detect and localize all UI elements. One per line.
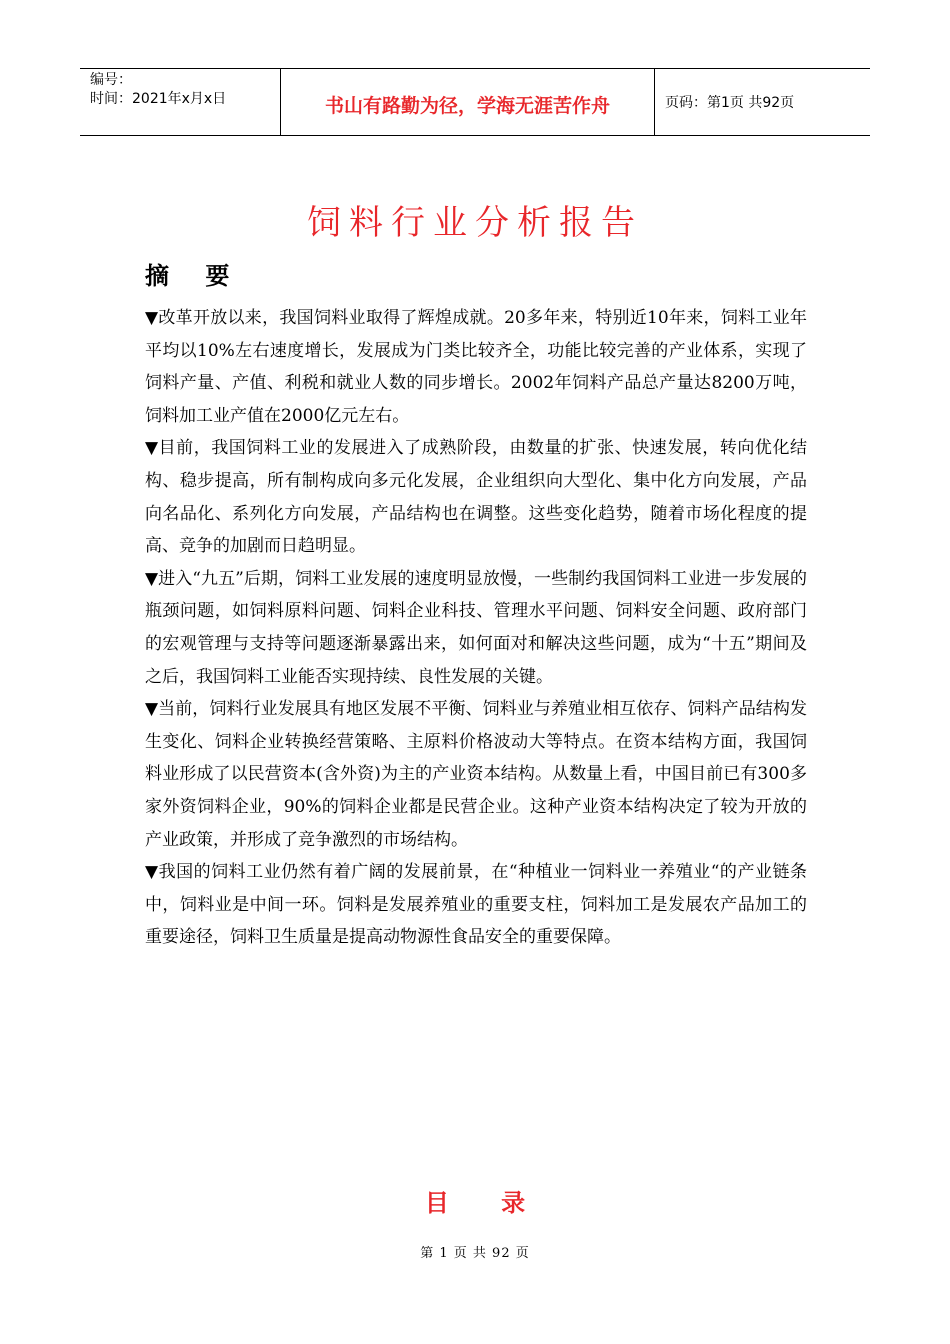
page-footer: 第 1 页 共 92 页 [420, 1246, 530, 1261]
header-page-cell [655, 69, 870, 135]
document-title: 饲料行业分析报告 [307, 203, 643, 243]
abstract-heading: 摘 要 [145, 262, 244, 290]
header-table [80, 68, 870, 136]
header-meta-cell [80, 69, 281, 135]
abstract-paragraph: ▼进入“九五”后期，饲料工业发展的速度明显放慢，一些制约我国饲料工业进一步发展的瓶颈问题，如饲料原料问题、饲料企业科技、管理水平问题、饲料安全问题、政府部门的宏观管理与支持等问题逐渐暴露出来，如何面对和解决这些问题，成为“十五”期间及之后，我国饲料工业能否实现持续、良性发展的关键。 [145, 568, 807, 687]
document-time-label: 时间：2021年x月x日 [90, 91, 227, 107]
abstract-paragraph: ▼当前，饲料行业发展具有地区发展不平衡、饲料业与养殖业相互依存、饲料产品结构发生变化、饲料企业转换经营策略、主原料价格波动大等特点。在资本结构方面，我国饲料业形成了以民营资本(含外资)为主的产业资本结构。从数量上看，中国目前已有300多家外资饲料企业，90%的饲料企业都是民营企业。这种产业资本结构决定了较为开放的产业政策，并形成了竞争激烈的市场结构。 [145, 699, 807, 850]
abstract-body [145, 302, 807, 954]
header-motto-cell [281, 69, 655, 135]
abstract-paragraph: ▼目前，我国饲料工业的发展进入了成熟阶段，由数量的扩张、快速发展，转向优化结构、稳步提高，所有制构成向多元化发展，企业组织向大型化、集中化方向发展，产品向名品化、系列化方向发展，产品结构也在调整。这些变化趋势，随着市场化程度的提高、竞争的加剧而日趋明显。 [145, 438, 807, 557]
header-page-info: 页码：第1页 共92页 [665, 95, 795, 111]
toc-heading: 目 录 [424, 1189, 548, 1217]
document-number-label: 编号： [90, 72, 132, 88]
header-motto: 书山有路勤为径，学海无涯苦作舟 [324, 94, 610, 117]
abstract-paragraph: ▼我国的饲料工业仍然有着广阔的发展前景，在“种植业一饲料业一养殖业“的产业链条中，饲料业是中间一环。饲料是发展养殖业的重要支柱，饲料加工是发展农产品加工的重要途径，饲料卫生质量是提高动物源性食品安全的重要保障。 [145, 862, 807, 948]
abstract-paragraph: ▼改革开放以来，我国饲料业取得了辉煌成就。20多年来，特别近10年来，饲料工业年平均以10%左右速度增长，发展成为门类比较齐全，功能比较完善的产业体系，实现了饲料产量、产值、利税和就业人数的同步增长。2002年饲料产品总产量达8200万吨，饲料加工业产值在2000亿元左右。 [145, 308, 807, 426]
